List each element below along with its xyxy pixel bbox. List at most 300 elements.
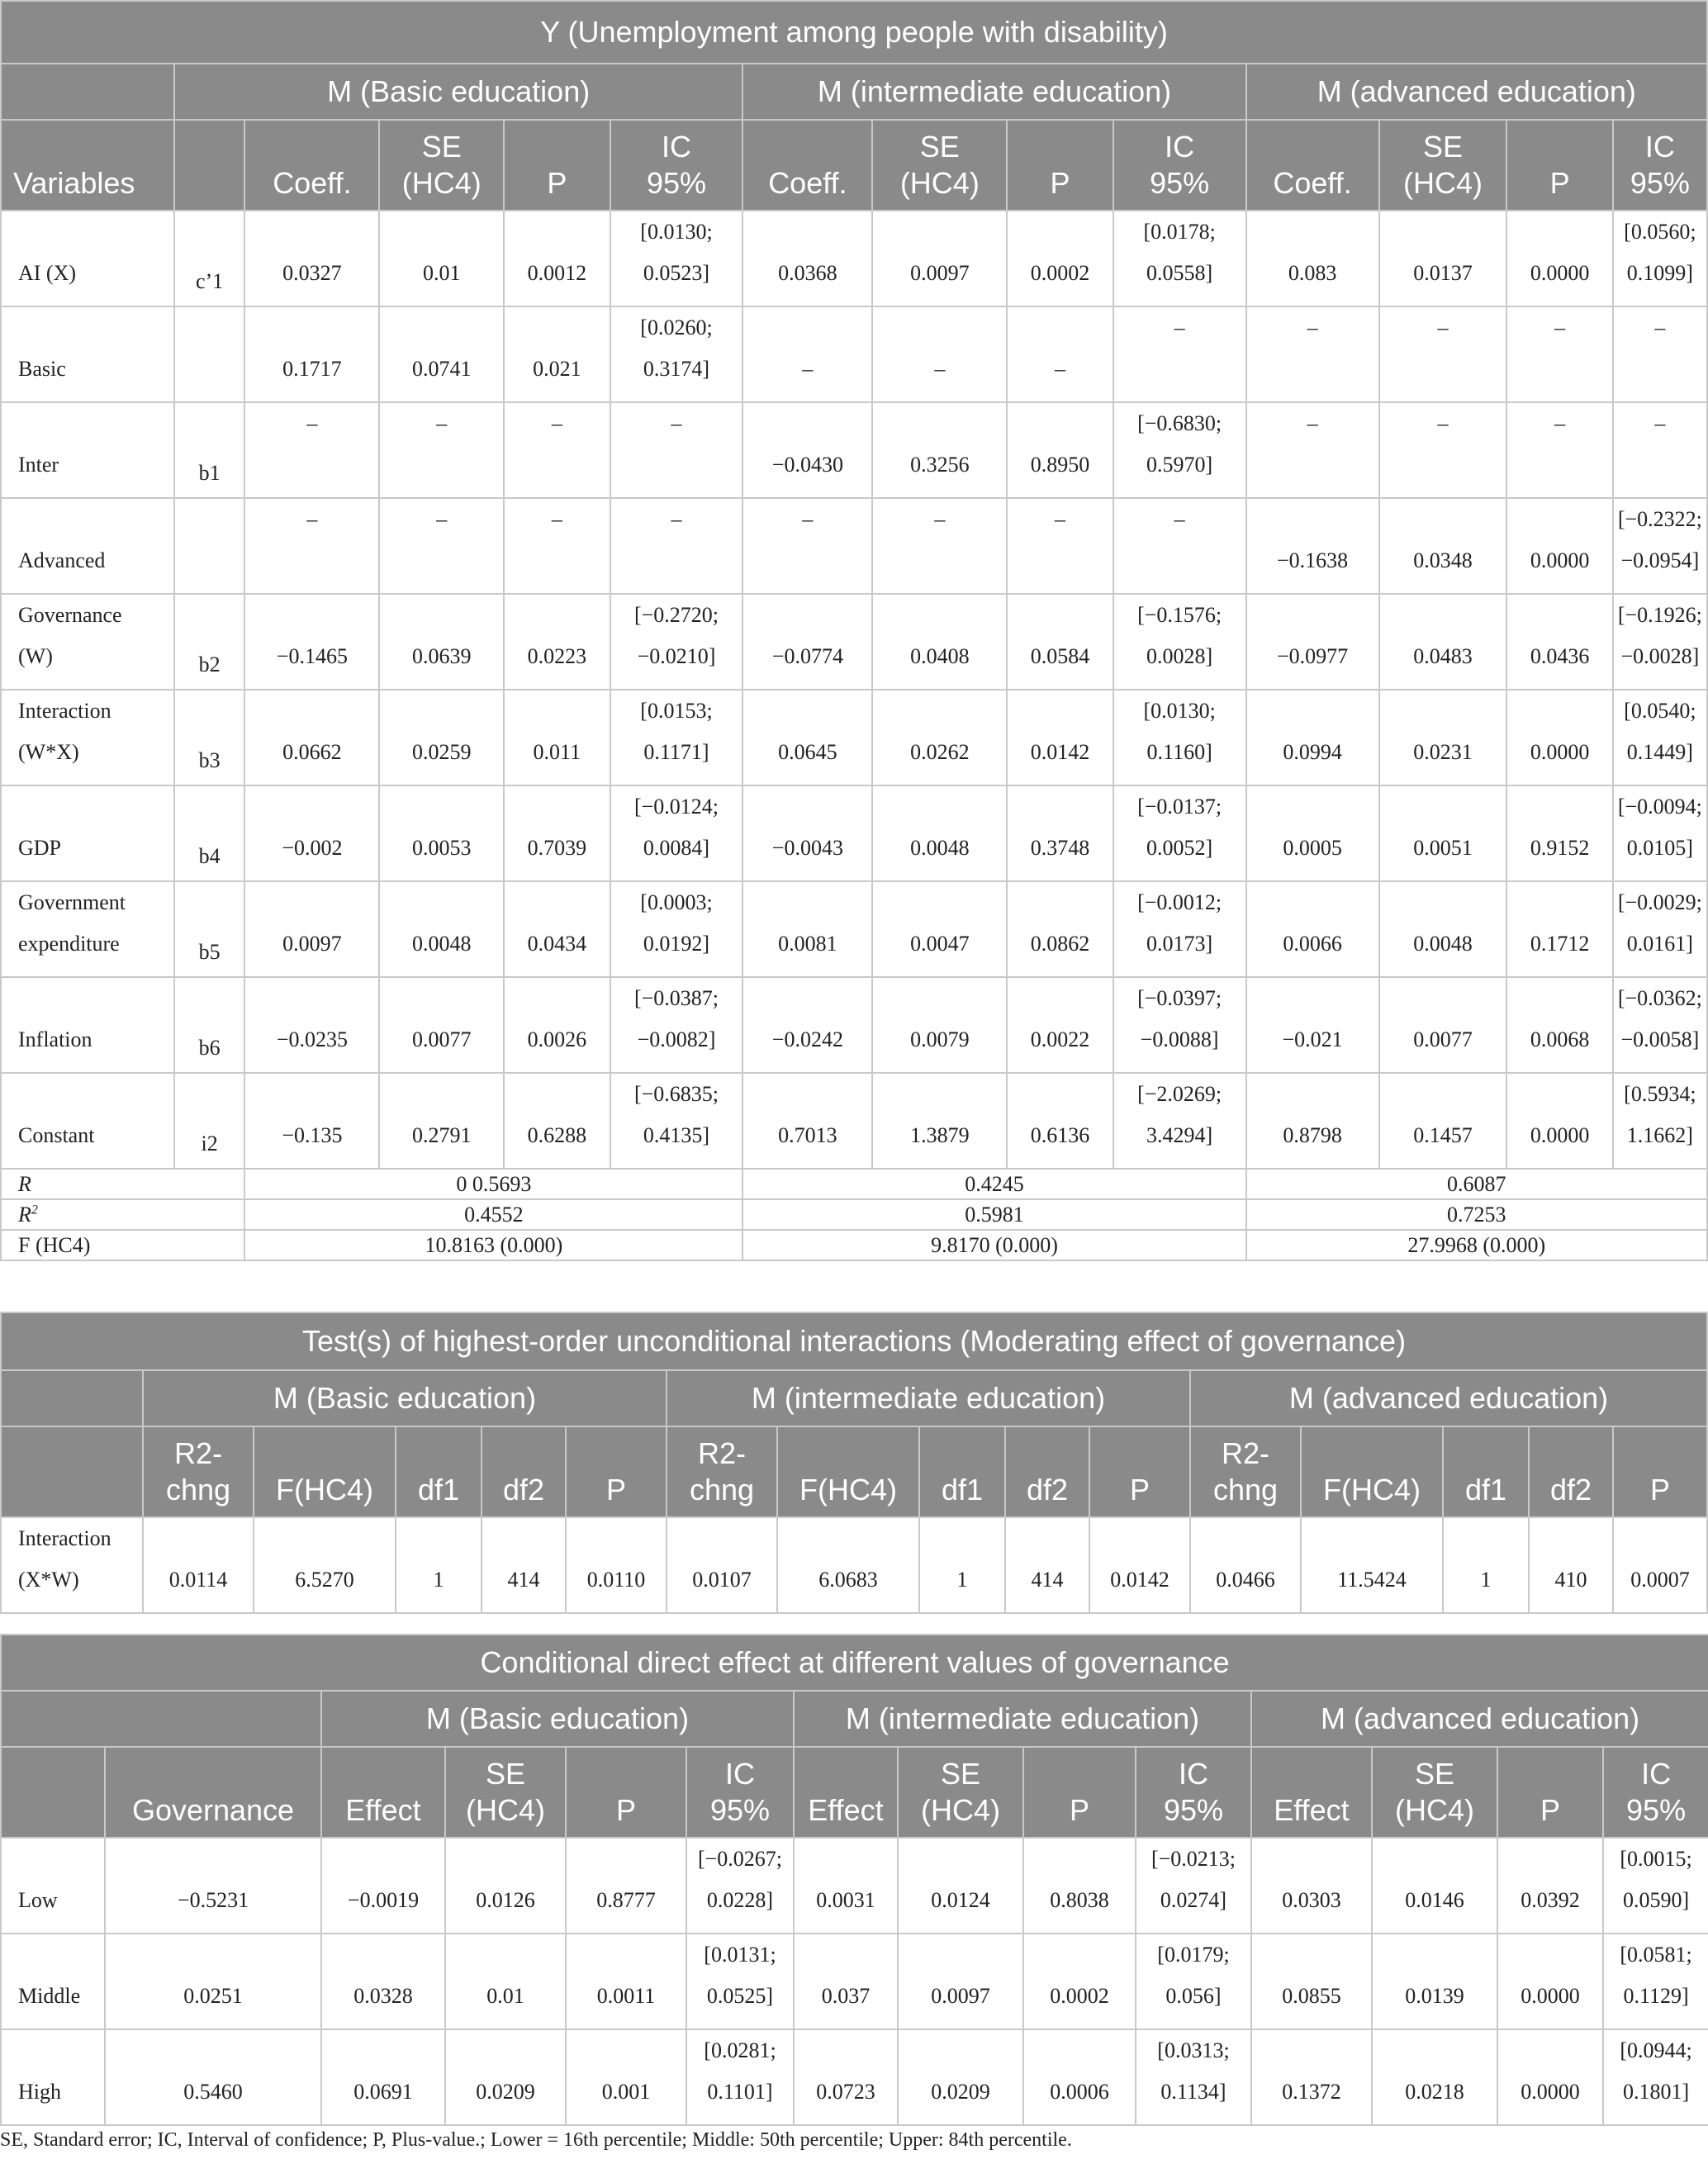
table-row <box>1 1838 1708 1934</box>
cell-line: [−0.0094; <box>1617 795 1702 819</box>
cell-line: – <box>1307 411 1318 435</box>
column-header-line: (HC4) <box>401 166 482 200</box>
cell-line: [0.0178; <box>1143 220 1216 244</box>
column-header <box>566 1426 667 1517</box>
governance-value: −0.5231 <box>105 1838 321 1934</box>
table-cell: 0.0005 <box>1246 785 1379 881</box>
table-cell: 0.0012 <box>504 211 610 306</box>
column-header-line: (HC4) <box>466 1793 545 1827</box>
table-cell <box>1613 211 1707 306</box>
cell-line <box>1380 349 1506 390</box>
table-cell: 0.0259 <box>379 690 504 785</box>
cell-line: 0.1160] <box>1146 740 1212 764</box>
table-cell: 0.0068 <box>1506 977 1612 1073</box>
table-cell: −0.021 <box>1246 977 1379 1073</box>
column-header <box>610 120 743 211</box>
column-header-line: P <box>615 1793 636 1827</box>
cell-line: −0.0210] <box>637 644 716 668</box>
column-header <box>482 1426 566 1517</box>
row-label-line: expenditure <box>18 932 120 956</box>
row-label <box>1 1517 143 1613</box>
table-cell <box>504 402 610 498</box>
table-2-title: Test(s) of highest-order unconditional interactions (Moderating effect of governance) <box>1 1312 1707 1370</box>
table-cell <box>1379 306 1507 402</box>
row-label-line: AI (X) <box>18 261 77 285</box>
cell-line <box>1247 349 1378 390</box>
table-cell: 0.0048 <box>872 785 1007 881</box>
table-row <box>1 1934 1708 2029</box>
table-cell <box>1613 402 1707 498</box>
row-label <box>1 1073 174 1169</box>
table-cell <box>379 402 504 498</box>
cell-line: [0.0281; <box>704 2038 776 2062</box>
row-label-line: Advanced <box>18 548 106 572</box>
table-cell: 0.0855 <box>1251 1934 1372 2029</box>
table-cell <box>1613 785 1707 881</box>
table-row <box>1 211 1707 306</box>
column-header-line: F(HC4) <box>276 1473 373 1507</box>
table-cell <box>1613 594 1707 690</box>
row-label <box>1 402 174 498</box>
table-row <box>1 1517 1707 1613</box>
row-label-line: Inflation <box>18 1027 93 1051</box>
table-cell: 0.9152 <box>1506 785 1612 881</box>
column-header-line: IC <box>1644 130 1675 164</box>
column-header <box>1251 1747 1372 1838</box>
cell-line: – <box>1307 316 1318 339</box>
column-header-line: 95% <box>1626 1793 1687 1827</box>
cell-line: 0.0173] <box>1146 932 1213 956</box>
table-cell: 0.1717 <box>244 306 379 402</box>
table-cell: 0.6288 <box>504 1073 610 1169</box>
table-cell <box>504 498 610 594</box>
table-cell: 0.0408 <box>872 594 1007 690</box>
row-label <box>1 594 174 690</box>
column-header <box>1007 120 1113 211</box>
governance-value: 0.0251 <box>105 1934 321 2029</box>
table-cell <box>686 2029 794 2125</box>
table-cell <box>1613 1073 1707 1169</box>
table-cell: 0.0007 <box>1613 1517 1707 1613</box>
column-header-line: df2 <box>1026 1473 1069 1507</box>
table-cell: 0.0026 <box>504 977 610 1073</box>
table-cell <box>610 977 743 1073</box>
cell-line <box>611 444 743 486</box>
cell-line: 0.1801] <box>1622 2080 1690 2104</box>
cell-line <box>505 444 609 486</box>
cell-line: – <box>306 411 318 435</box>
cell-line <box>380 540 503 581</box>
table-cell <box>1603 1838 1708 1934</box>
cell-line: 0.0525] <box>706 1984 774 2008</box>
summary-row <box>1 1199 1707 1230</box>
row-label-line: Interaction <box>18 699 111 723</box>
cell-line: [−0.0012; <box>1137 890 1222 914</box>
table-cell: 0.0000 <box>1506 211 1612 306</box>
row-code: b1 <box>174 402 245 498</box>
table-cell <box>686 1838 794 1934</box>
table-row <box>1 498 1707 594</box>
table-cell: 0.3748 <box>1007 785 1113 881</box>
cell-line: [−0.0029; <box>1617 890 1702 914</box>
table-cell: 0.0081 <box>743 881 872 977</box>
conditional-effect-table <box>0 1634 1708 2126</box>
table-cell: 0.037 <box>794 1934 898 2029</box>
table-cell: 0.0741 <box>379 306 504 402</box>
column-header-line: P <box>1069 1793 1089 1827</box>
table-cell: 0.0002 <box>1007 211 1113 306</box>
table-cell <box>1613 881 1707 977</box>
table-cell: 0.0077 <box>379 977 504 1073</box>
table-cell <box>1113 690 1246 785</box>
column-header-line: P <box>605 1473 626 1507</box>
summary-label-superscript: 2 <box>31 1202 38 1217</box>
cell-line: [0.0540; <box>1624 699 1696 723</box>
table-cell: 0.8777 <box>566 1838 686 1934</box>
summary-label-text: R <box>18 1202 31 1227</box>
column-header <box>898 1747 1023 1838</box>
table-cell: 0.0097 <box>872 211 1007 306</box>
table-cell: 0.0031 <box>794 1838 898 1934</box>
table-cell: 0.0436 <box>1506 594 1612 690</box>
column-header-line: 95% <box>646 166 706 200</box>
row-label <box>1 211 174 306</box>
table-cell: 0.0142 <box>1007 690 1113 785</box>
row-label <box>1 977 174 1073</box>
table-cell <box>1113 1073 1246 1169</box>
row-code <box>174 498 245 594</box>
table-cell: 0.011 <box>504 690 610 785</box>
summary-value: 0.4552 <box>244 1199 743 1230</box>
table-cell: – <box>1007 306 1113 402</box>
cell-line: – <box>306 507 318 531</box>
table-cell <box>1113 306 1246 402</box>
summary-label <box>1 1169 244 1199</box>
table-cell: 0.0483 <box>1379 594 1507 690</box>
governance-value: 0.5460 <box>105 2029 321 2125</box>
table-cell <box>1007 498 1113 594</box>
row-label <box>1 881 174 977</box>
table-cell: 0.0392 <box>1497 1838 1603 1934</box>
cell-line: [−0.2720; <box>633 603 719 627</box>
table-cell: 0.0146 <box>1372 1838 1497 1934</box>
table-cell <box>1379 402 1507 498</box>
summary-label <box>1 1199 244 1230</box>
table-cell <box>1113 594 1246 690</box>
table-cell: −0.002 <box>244 785 379 881</box>
cell-line: – <box>1174 507 1185 531</box>
cell-line: [0.0313; <box>1157 2038 1230 2062</box>
cell-line <box>1008 540 1112 581</box>
cell-line: [−0.1926; <box>1617 603 1702 627</box>
table-cell <box>1136 1838 1251 1934</box>
column-header-line: chng <box>689 1473 755 1507</box>
column-header-line: P <box>1129 1473 1150 1507</box>
column-header-line: IC <box>1641 1757 1672 1791</box>
column-header <box>872 120 1007 211</box>
table-cell: 0.1712 <box>1506 881 1612 977</box>
column-header <box>1613 120 1707 211</box>
table-cell: 0.7013 <box>743 1073 872 1169</box>
column-header-line: df1 <box>417 1473 460 1507</box>
row-label-line: GDP <box>18 836 62 860</box>
summary-value: 10.8163 (0.000) <box>244 1230 743 1260</box>
column-header-line: 95% <box>1163 1793 1224 1827</box>
column-header-line: SE <box>919 130 960 164</box>
cell-line: [−0.0362; <box>1617 986 1702 1010</box>
cell-line: [−0.0267; <box>697 1847 783 1871</box>
table-cell: −0.1465 <box>244 594 379 690</box>
column-header-line: 95% <box>1150 166 1210 200</box>
column-header-line: df2 <box>502 1473 545 1507</box>
cell-line: 0.0558] <box>1146 261 1213 285</box>
row-label-line: Governance <box>18 603 122 627</box>
group-header-advanced: M (advanced education) <box>1251 1691 1708 1747</box>
row-code: b3 <box>174 690 245 785</box>
column-header <box>254 1426 396 1517</box>
cell-line: [0.0003; <box>640 890 713 914</box>
table-cell <box>1613 690 1707 785</box>
cell-line: [−0.0137; <box>1137 795 1222 819</box>
group-header-intermediate: M (intermediate education) <box>667 1370 1190 1426</box>
cell-line: 0.1134] <box>1160 2080 1226 2104</box>
table-cell: 0.0639 <box>379 594 504 690</box>
column-header <box>1613 1426 1707 1517</box>
table-cell <box>1613 977 1707 1073</box>
column-header <box>1529 1426 1613 1517</box>
row-label: Low <box>1 1838 105 1934</box>
column-header-line: (HC4) <box>899 166 980 200</box>
table-cell: 0.021 <box>504 306 610 402</box>
row-code: b4 <box>174 785 245 881</box>
table-cell: 0.0053 <box>379 785 504 881</box>
column-header-line: Coeff. <box>768 166 847 200</box>
cell-line: 0.0523] <box>643 261 710 285</box>
table-cell: 0.0022 <box>1007 977 1113 1073</box>
column-header-line: P <box>1650 1473 1671 1507</box>
table-cell: −0.0019 <box>321 1838 445 1934</box>
table-cell <box>610 690 743 785</box>
table-cell: 0.0137 <box>1379 211 1507 306</box>
table-cell: 0.0114 <box>143 1517 254 1613</box>
table-cell: 0.0142 <box>1089 1517 1190 1613</box>
table-cell: 0.0066 <box>1246 881 1379 977</box>
table-cell: 0.0002 <box>1023 1934 1136 2029</box>
table-cell <box>1613 306 1707 402</box>
cell-line: 0.0228] <box>706 1888 774 1912</box>
row-label-line: Constant <box>18 1123 95 1147</box>
row-label: High <box>1 2029 105 2125</box>
table-cell <box>610 881 743 977</box>
column-header-line: P <box>1050 166 1070 200</box>
table-cell: 0.0139 <box>1372 1934 1497 2029</box>
cell-line: [−0.6835; <box>633 1082 719 1106</box>
column-header-line: F(HC4) <box>799 1473 897 1507</box>
table-cell <box>872 498 1007 594</box>
column-header <box>396 1426 482 1517</box>
table-cell: 0.0000 <box>1506 498 1612 594</box>
cell-line: 0.0028] <box>1146 644 1213 668</box>
column-header <box>321 1747 445 1838</box>
table-cell <box>610 498 743 594</box>
column-header-line: P <box>1540 1793 1560 1827</box>
cell-line: −0.0058] <box>1620 1027 1700 1051</box>
column-header <box>445 1747 566 1838</box>
row-label <box>1 306 174 402</box>
cell-line: 0.0052] <box>1146 836 1213 860</box>
table-row <box>1 594 1707 690</box>
cell-line: 0.1129] <box>1623 1984 1689 2008</box>
row-label-line: Basic <box>18 357 66 381</box>
column-header-line: R2- <box>1221 1436 1269 1470</box>
column-header-line: Coeff. <box>273 166 352 200</box>
cell-line: [−0.6830; <box>1137 411 1222 435</box>
cell-line: 0.056] <box>1165 1984 1222 2008</box>
column-header-line: P <box>1549 166 1570 200</box>
column-header <box>667 1426 777 1517</box>
cell-line: [−0.0397; <box>1137 986 1222 1010</box>
cell-line: [0.0153; <box>640 699 713 723</box>
column-header <box>1506 120 1612 211</box>
table-cell <box>1246 402 1379 498</box>
table-cell: 0.0862 <box>1007 881 1113 977</box>
cell-line: – <box>1654 316 1666 339</box>
table-cell: 0.0368 <box>743 211 872 306</box>
table-cell: −0.0242 <box>743 977 872 1073</box>
row-label-line: (X*W) <box>18 1568 79 1592</box>
table-cell <box>1246 306 1379 402</box>
table-cell: 0.6136 <box>1007 1073 1113 1169</box>
cell-line <box>743 540 871 581</box>
table-cell: −0.135 <box>244 1073 379 1169</box>
cell-line: – <box>551 507 562 531</box>
cell-line: 0.0274] <box>1160 1888 1227 1912</box>
column-header-line: SE <box>1414 1757 1455 1791</box>
column-header <box>566 1747 686 1838</box>
header-spacer <box>1 1370 143 1426</box>
header-spacer <box>1 1691 321 1747</box>
table-cell: 0.0691 <box>321 2029 445 2125</box>
column-header <box>504 120 610 211</box>
column-header-line: 95% <box>1630 166 1690 200</box>
cell-line: [0.0130; <box>640 220 713 244</box>
table-3-title: Conditional direct effect at different values of governance <box>1 1635 1708 1691</box>
row-label-line: (W*X) <box>18 740 79 764</box>
row-label <box>1 498 174 594</box>
table-cell: 0.3256 <box>872 402 1007 498</box>
table-cell: 0.0584 <box>1007 594 1113 690</box>
cell-line: [0.0944; <box>1620 2038 1692 2062</box>
cell-line: 0.1099] <box>1626 261 1693 285</box>
cell-line: – <box>671 411 682 435</box>
table-cell: 0.0079 <box>872 977 1007 1073</box>
table-cell: 0.8038 <box>1023 1838 1136 1934</box>
row-code: c’1 <box>174 211 245 306</box>
column-header <box>1113 120 1246 211</box>
column-header-line: (HC4) <box>1402 166 1483 200</box>
table-cell: 0.01 <box>379 211 504 306</box>
group-header-advanced: M (advanced education) <box>1246 64 1707 120</box>
column-header <box>1603 1747 1708 1838</box>
column-header-line: SE <box>1422 130 1463 164</box>
column-header <box>379 120 504 211</box>
column-header <box>1190 1426 1301 1517</box>
table-cell: 0.001 <box>566 2029 686 2125</box>
summary-label-text: R <box>18 1171 31 1196</box>
column-header-line: Effect <box>345 1793 421 1827</box>
group-header-basic: M (Basic education) <box>174 64 743 120</box>
table-cell <box>1506 306 1612 402</box>
table-cell: 0.0209 <box>445 2029 566 2125</box>
cell-line: – <box>934 507 946 531</box>
interaction-test-table <box>0 1312 1708 1614</box>
cell-line: −0.0028] <box>1620 644 1700 668</box>
group-header-basic: M (Basic education) <box>143 1370 667 1426</box>
table-cell: −0.1638 <box>1246 498 1379 594</box>
group-header-basic: M (Basic education) <box>321 1691 794 1747</box>
summary-value: 0.7253 <box>1246 1199 1707 1230</box>
row-label-line: Interaction <box>18 1526 111 1550</box>
table-cell <box>1506 402 1612 498</box>
cell-line: [−0.2322; <box>1617 507 1702 531</box>
cell-line: −0.0088] <box>1140 1027 1219 1051</box>
row-label <box>1 785 174 881</box>
cell-line: 0.0161] <box>1626 932 1693 956</box>
table-cell: 0.0107 <box>667 1517 777 1613</box>
cell-line <box>245 540 378 581</box>
column-header <box>1372 1747 1497 1838</box>
table-cell: 0.01 <box>445 1934 566 2029</box>
table-cell <box>1113 881 1246 977</box>
row-code <box>174 306 245 402</box>
table-cell: 11.5424 <box>1301 1517 1443 1613</box>
table-1-title: Y (Unemployment among people with disability) <box>1 1 1707 64</box>
table-cell: 0.0000 <box>1497 2029 1603 2125</box>
table-cell <box>1603 1934 1708 2029</box>
table-cell: 0.7039 <box>504 785 610 881</box>
row-code: b5 <box>174 881 245 977</box>
cell-line: – <box>1554 411 1566 435</box>
table-cell: 0.0051 <box>1379 785 1507 881</box>
cell-line: [0.0260; <box>640 316 713 339</box>
table-row <box>1 2029 1708 2125</box>
column-header-line: SE <box>485 1757 526 1791</box>
cell-line: [0.0131; <box>704 1943 776 1967</box>
column-header-line: chng <box>1212 1473 1279 1507</box>
table-cell <box>610 1073 743 1169</box>
column-header-line: Coeff. <box>1273 166 1352 200</box>
table-cell <box>379 498 504 594</box>
column-header-line: df1 <box>941 1473 984 1507</box>
table-cell: 0.0000 <box>1497 1934 1603 2029</box>
summary-value: 0 0.5693 <box>244 1169 743 1199</box>
table-cell: 0.0662 <box>244 690 379 785</box>
group-header-intermediate: M (intermediate education) <box>743 64 1245 120</box>
cell-line <box>1114 540 1245 581</box>
table-cell: 0.2791 <box>379 1073 504 1169</box>
row-code: b6 <box>174 977 245 1073</box>
column-header <box>1023 1747 1136 1838</box>
summary-label <box>1 1230 244 1260</box>
cell-line <box>611 540 743 581</box>
column-header <box>1136 1747 1251 1838</box>
cell-line <box>1507 349 1611 390</box>
cell-line: – <box>551 411 562 435</box>
table-cell: 1 <box>1443 1517 1529 1613</box>
cell-line: – <box>436 507 448 531</box>
table-cell: 410 <box>1529 1517 1613 1613</box>
table-cell <box>1613 498 1707 594</box>
